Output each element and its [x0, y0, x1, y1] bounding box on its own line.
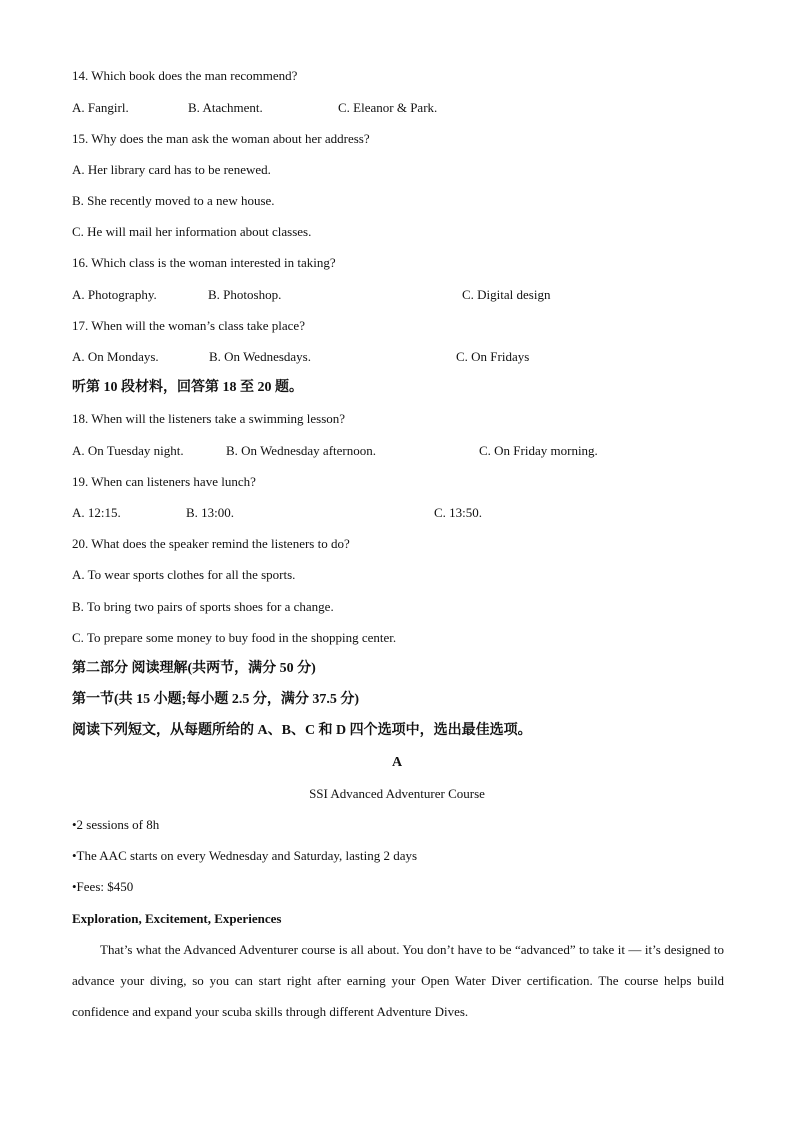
q14-option-b: B. Atachment. — [188, 100, 263, 115]
passage-paragraph: That’s what the Advanced Adventurer course is all about. You don’t have to be “advanced” to take it — it’s designed to advance your diving, so you can start right after earning your Open Water Diver certification. The course helps build confidence and expand your scuba skills through different Adventure Dives. — [72, 942, 724, 1019]
q18-option-a: A. On Tuesday night. — [72, 443, 184, 458]
q17-option-a: A. On Mondays. — [72, 349, 159, 364]
passage-heading: Exploration, Excitement, Experiences — [72, 911, 282, 926]
q20-option-a: A. To wear sports clothes for all the sports. — [72, 567, 296, 582]
q15-option-a: A. Her library card has to be renewed. — [72, 162, 271, 177]
question-18: 18. When will the listeners take a swimming lesson? — [72, 411, 346, 426]
q20-option-c: C. To prepare some money to buy food in the shopping center. — [72, 630, 397, 645]
q19-option-c: C. 13:50. — [434, 505, 483, 520]
question-17: 17. When will the woman’s class take place? — [72, 318, 305, 333]
passage-bullet-2: •The AAC starts on every Wednesday and Saturday, lasting 2 days — [72, 848, 418, 863]
part2-section1-title: 第一节(共 15 小题;每小题 2.5 分，满分 37.5 分) — [72, 692, 359, 707]
q20-option-b: B. To bring two pairs of sports shoes for a change. — [72, 599, 334, 614]
question-19: 19. When can listeners have lunch? — [72, 474, 256, 489]
q19-option-b: B. 13:00. — [186, 505, 235, 520]
passage-letter: A — [391, 755, 403, 770]
q16-option-a: A. Photography. — [72, 287, 157, 302]
question-16: 16. Which class is the woman interested in taking? — [72, 255, 336, 270]
part2-instruction: 阅读下列短文，从每题所给的 A、B、C 和 D 四个选项中，选出最佳选项。 — [72, 723, 532, 738]
q18-option-c: C. On Friday morning. — [479, 443, 598, 458]
section-10-heading: 听第 10 段材料，回答第 18 至 20 题。 — [72, 380, 303, 395]
q14-option-a: A. Fangirl. — [72, 100, 129, 115]
q14-option-c: C. Eleanor & Park. — [338, 100, 438, 115]
part2-title: 第二部分 阅读理解(共两节，满分 50 分) — [72, 661, 316, 676]
q15-option-c: C. He will mail her information about classes. — [72, 224, 312, 239]
question-20: 20. What does the speaker remind the listeners to do? — [72, 536, 350, 551]
q18-option-b: B. On Wednesday afternoon. — [226, 443, 376, 458]
q17-option-c: C. On Fridays — [456, 349, 530, 364]
q16-option-b: B. Photoshop. — [208, 287, 282, 302]
q19-option-a: A. 12:15. — [72, 505, 121, 520]
q17-option-b: B. On Wednesdays. — [209, 349, 311, 364]
question-14: 14. Which book does the man recommend? — [72, 68, 298, 83]
passage-bullet-3: •Fees: $450 — [72, 879, 134, 894]
passage-bullet-1: •2 sessions of 8h — [72, 817, 160, 832]
q15-option-b: B. She recently moved to a new house. — [72, 193, 275, 208]
q16-option-c: C. Digital design — [462, 287, 551, 302]
question-15: 15. Why does the man ask the woman about her address? — [72, 131, 370, 146]
passage-title: SSI Advanced Adventurer Course — [309, 786, 485, 801]
